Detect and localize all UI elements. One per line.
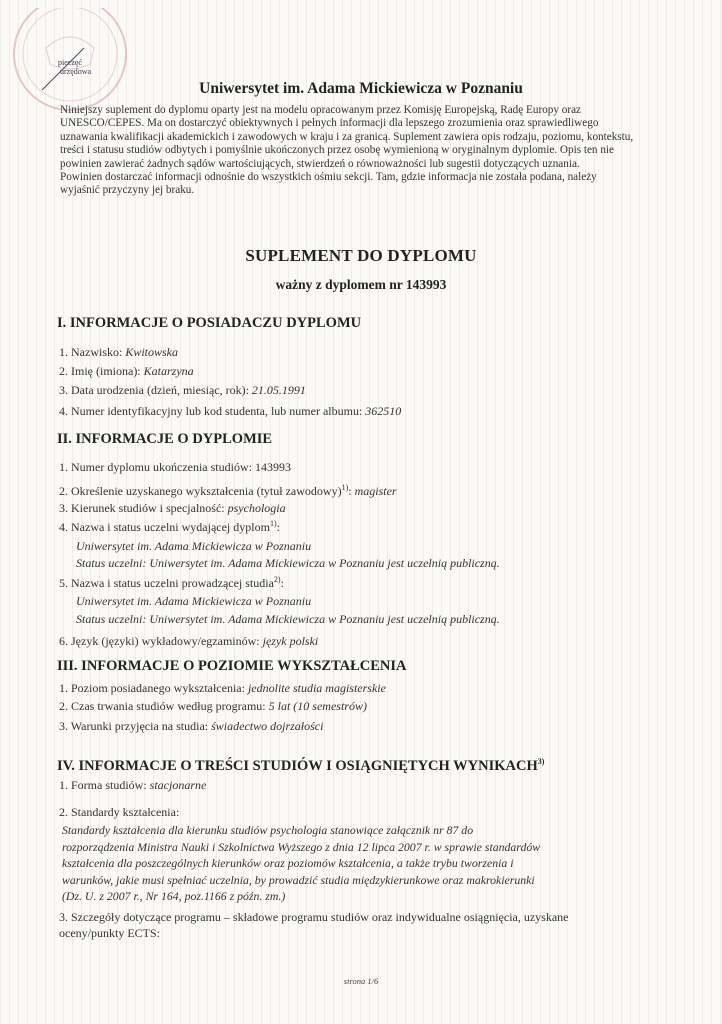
standards-line: warunków, jakie musi spełniać uczelnia, by prowadzić studia międzykierunkowe oraz makrokierunki [62,872,535,887]
field-label: 1. Nazwisko: [59,345,126,359]
field-value: 143993 [254,460,291,474]
section-4-heading-text: IV. INFORMACJE O TREŚCI STUDIÓW I OSIĄGNIĘTYCH WYNIKACH [57,757,538,774]
standards-label: 2. Standardy kształcenia: [59,805,180,819]
instruction-language [59,634,318,649]
field-label: 2. Czas trwania studiów według programu: [59,699,269,713]
field-label: 3. Warunki przyjęcia na studia: [59,719,212,733]
program-details-line: 3. Szczegóły dotyczące programu – składowe programu studiów oraz indywidualne osiągnięcia, uzyskane [59,910,569,924]
official-stamp [6,8,134,116]
document-subtitle: ważny z dyplomem nr 143993 [275,277,447,292]
section-2-heading: II. INFORMACJE O DYPLOMIE [57,431,273,447]
field-label: 2. Imię (imiona): [59,364,144,378]
qualification-level [59,681,386,696]
standards-line: rozporządzenia Ministra Nauki i Szkolnictwa Wyższego z dnia 12 lipca 2007 r. w sprawie standardów [62,839,541,854]
footnote-ref: 1) [341,483,349,492]
section-3-heading: III. INFORMACJE O POZIOMIE WYKSZTAŁCENIA [57,658,407,674]
field-separator: : [276,520,280,534]
field-value: Kwitowska [125,345,179,359]
footnote-ref: 2) [273,575,281,584]
field-label: 2. Określenie uzyskanego wykształcenia (tytuł zawodowy) [59,484,342,498]
footnote-ref: 1) [269,519,277,528]
study-mode [59,778,206,793]
issuing-institution-name: Uniwersytet im. Adama Mickiewicza w Poznaniu [76,539,312,553]
intro-line: powinien zawierać żadnych sądów wartościujących, stwierdzeń o równoważności lub sugestii dotyczących uznania. [60,157,580,170]
page-number: strona 1/6 [343,976,379,986]
field-separator: : [348,484,355,498]
intro-line: Powinien dostarczać informacji odnośnie do wszystkich ośmiu sekcji. Tam, gdzie informacja nie została podana, należy [60,171,597,184]
issuing-institution-status: Status uczelni: Uniwersytet im. Adama Mickiewicza w Poznaniu jest uczelnią publiczną. [76,556,500,570]
admission-requirements [59,719,323,734]
field-value: język polski [262,634,319,648]
teaching-institution-label [59,575,284,591]
standards-text [62,822,665,905]
field-label: 4. Numer identyfikacyjny lub kod studenta, lub numer albumu: [59,404,366,418]
program-details-line: oceny/punkty ECTS: [59,926,160,940]
diploma-degree [59,483,397,499]
field-value: psychologia [227,501,286,515]
intro-line: treści i statusu studiów odbytych i pomyślnie ukończonych przez osobę wymienioną w oryginalnym dyplomie. Opis ten nie [60,144,614,157]
program-duration [59,699,367,714]
field-value: świadectwo dojrzałości [211,719,324,733]
stamp-label-line1: pieczęć [58,58,82,67]
field-label: 1. Poziom posiadanego wykształcenia: [59,681,248,695]
intro-line: Niniejszy suplement do dyplomu oparty jest na modelu opracowanym przez Komisję Europejską, Radę Europy oraz [60,104,582,116]
university-title: Uniwersytet im. Adama Mickiewicza w Poznaniu [199,80,523,97]
field-value: stacjonarne [149,778,207,792]
document-title: SUPLEMENT DO DYPLOMU [245,246,477,265]
footnote-ref: 3) [537,757,545,766]
field-label: 6. Język (języki) wykładowy/egzaminów: [59,634,263,648]
intro-line: UNESCO/CEPES. Ma on dostarczyć obiektywnych i pełnych informacji dla lepszego zrozumienia oraz sprawiedliwego [60,117,599,130]
field-value: 362510 [365,404,402,418]
standards-line: Standardy kształcenia dla kierunku studiów psychologia stanowiące załącznik nr 87 do [62,823,474,837]
teaching-institution-status: Status uczelni: Uniwersytet im. Adama Mickiewicza w Poznaniu jest uczelnią publiczną. [76,612,500,626]
holder-birth-date [59,383,306,398]
field-value: jednolite studia magisterskie [247,681,386,695]
intro-paragraph [60,104,675,198]
standards-line: kształcenia dla poszczególnych kierunków oraz poziomów kształcenia, a także trybu tworzenia i [62,856,514,871]
field-label: 4. Nazwa i status uczelni wydającej dyplom [59,520,270,534]
section-1-heading: I. INFORMACJE O POSIADACZU DYPLOMU [57,315,362,331]
field-separator: : [280,576,284,590]
section-4-heading [57,757,544,775]
diploma-field-of-study [59,501,286,516]
standards-line: (Dz. U. z 2007 r., Nr 164, poz.1166 z późn. zm.) [62,889,286,904]
intro-line: uznawania kwalifikacji akademickich i zawodowych w kraju i za granicą. Suplement zawiera opis rodzaju, poziomu, kontekstu, [60,130,634,143]
field-label: 5. Nazwa i status uczelni prowadzącej studia [59,576,274,590]
holder-surname [59,345,178,360]
teaching-institution-name: Uniwersytet im. Adama Mickiewicza w Poznaniu [76,594,312,608]
intro-line: wyjaśnić przyczyny jej braku. [60,184,195,197]
field-label: 1. Numer dyplomu ukończenia studiów: [59,460,255,474]
diploma-number [59,460,291,475]
field-value: Katarzyna [143,364,194,378]
holder-student-id [59,404,401,419]
issuing-institution-label [59,519,280,535]
stamp-label-line2: urzędowa [60,67,92,76]
holder-first-name [59,364,194,379]
field-label: 3. Kierunek studiów i specjalność: [59,501,228,515]
field-value: 5 lat (10 semestrów) [268,699,367,713]
field-value: magister [354,484,397,498]
field-label: 3. Data urodzenia (dzień, miesiąc, rok): [59,383,252,397]
field-value: 21.05.1991 [251,383,306,397]
field-label: 1. Forma studiów: [59,778,150,792]
